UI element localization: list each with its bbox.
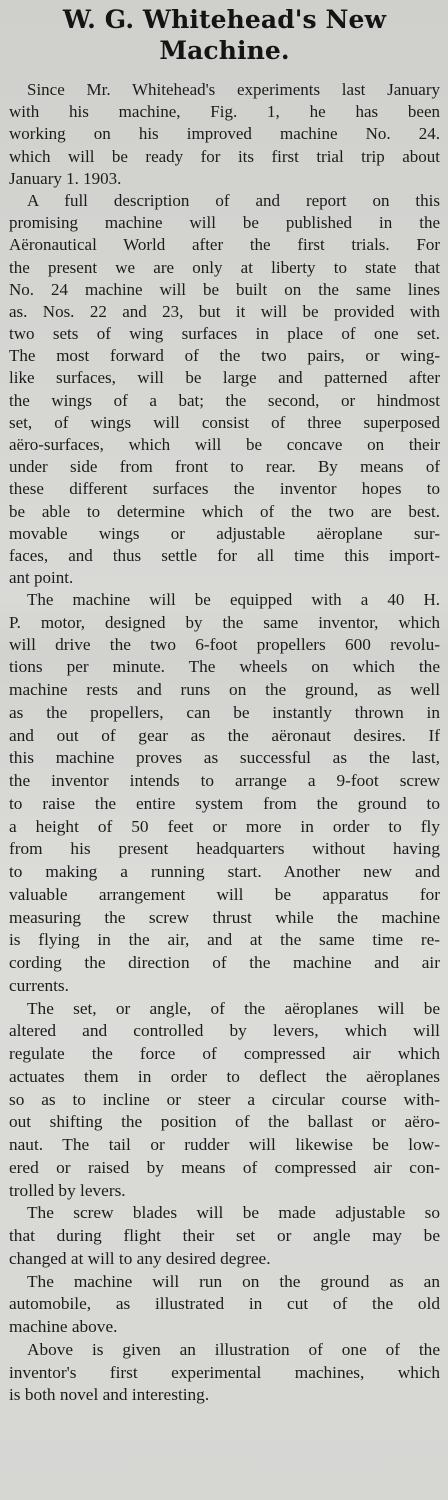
text-line: changed at will to any desired degree. bbox=[9, 1248, 271, 1268]
text-line: set, of wings will consist of three superposed bbox=[9, 412, 440, 432]
text-line: naut. The tail or rudder will likewise be low- bbox=[9, 1135, 440, 1155]
title-line-2: Machine. bbox=[159, 36, 290, 65]
text-line: tions per minute. The wheels on which the bbox=[9, 657, 440, 677]
text-line: this machine proves as successful as the last, bbox=[9, 748, 440, 768]
text-line: The set, or angle, of the aëroplanes will be bbox=[27, 998, 440, 1018]
text-line: the wings of a bat; the second, or hindmost bbox=[9, 390, 440, 410]
paragraph-2 bbox=[9, 190, 440, 589]
text-line: actuates them in order to deflect the aëroplanes bbox=[9, 1066, 440, 1086]
text-line: No. 24 machine will be built on the same lines bbox=[9, 279, 440, 299]
text-line: and out of gear as the aëronaut desires. If bbox=[9, 725, 440, 745]
text-line: as. Nos. 22 and 23, but it will be provided with bbox=[9, 301, 440, 321]
text-line: machine above. bbox=[9, 1317, 118, 1337]
text-line: currents. bbox=[9, 975, 69, 995]
text-line: trolled by levers. bbox=[9, 1180, 126, 1200]
text-line: that during flight their set or angle may be bbox=[9, 1226, 440, 1246]
text-line: under side from front to rear. By means of bbox=[9, 457, 440, 477]
text-line: to raise the entire system from the ground to bbox=[9, 793, 440, 813]
text-line: faces, and thus settle for all time this import- bbox=[9, 545, 440, 565]
text-line: The screw blades will be made adjustable so bbox=[27, 1203, 440, 1223]
text-line: working on his improved machine No. 24. bbox=[9, 124, 440, 144]
text-line: Above is given an illustration of one of the bbox=[27, 1339, 440, 1359]
article-title bbox=[9, 4, 440, 66]
text-line: automobile, as illustrated in cut of the old bbox=[9, 1294, 440, 1314]
text-line: valuable arrangement will be apparatus for bbox=[9, 884, 440, 904]
text-line: regulate the force of compressed air which bbox=[9, 1044, 440, 1064]
text-line: the present we are only at liberty to state that bbox=[9, 257, 440, 277]
text-line: altered and controlled by levers, which will bbox=[9, 1021, 440, 1041]
text-line: machine rests and runs on the ground, as well bbox=[9, 680, 440, 700]
text-line: Since Mr. Whitehead's experiments last January bbox=[27, 80, 440, 99]
text-line: Aëronautical World after the first trials. For bbox=[9, 235, 440, 255]
text-line: A full description of and report on this bbox=[27, 190, 440, 210]
text-line: be able to determine which of the two are best. bbox=[9, 501, 440, 521]
text-line: is flying in the air, and at the same time re- bbox=[9, 930, 440, 950]
text-line: The machine will be equipped with a 40 H. bbox=[27, 590, 440, 610]
paragraph-7 bbox=[9, 1339, 440, 1407]
paragraph-3-start bbox=[9, 589, 440, 633]
text-line: which will be ready for its first trial trip about bbox=[9, 146, 440, 166]
text-line: to making a running start. Another new and bbox=[9, 862, 440, 882]
text-line: the inventor intends to arrange a 9-foot screw bbox=[9, 771, 440, 791]
text-line: like surfaces, will be large and patterned after bbox=[9, 368, 440, 388]
text-line: from his present headquarters without having bbox=[9, 839, 440, 859]
text-line: cording the direction of the machine and air bbox=[9, 953, 440, 973]
text-line: as the propellers, can be instantly thrown in bbox=[9, 702, 440, 722]
paragraph-6 bbox=[9, 1271, 440, 1339]
text-line: P. motor, designed by the same inventor, which bbox=[9, 612, 440, 632]
text-line: ered or raised by means of compressed air con- bbox=[9, 1157, 440, 1177]
paragraph-5 bbox=[9, 1202, 440, 1270]
article-body-lower bbox=[9, 634, 440, 1408]
text-line: The most forward of the two pairs, or wing- bbox=[9, 346, 440, 366]
text-line: will drive the two 6-foot propellers 600 revolu- bbox=[9, 634, 440, 654]
text-line: The machine will run on the ground as an bbox=[27, 1271, 440, 1291]
title-line-1: W. G. Whitehead's New bbox=[62, 5, 387, 34]
text-line: inventor's first experimental machines, which bbox=[9, 1362, 440, 1382]
text-line: movable wings or adjustable aëroplane sur- bbox=[9, 523, 440, 543]
article-body-upper bbox=[9, 79, 440, 634]
text-line: aëro-surfaces, which will be concave on their bbox=[9, 435, 440, 454]
paragraph-3-cont bbox=[9, 634, 440, 998]
text-line: ant point. bbox=[9, 568, 74, 588]
text-line: January 1. 1903. bbox=[9, 168, 122, 188]
text-line: measuring the screw thrust while the machine bbox=[9, 907, 440, 927]
text-line: out shifting the position of the ballast or aëro- bbox=[9, 1112, 440, 1132]
text-line: promising machine will be published in the bbox=[9, 213, 440, 233]
paragraph-4 bbox=[9, 998, 440, 1203]
text-line: is both novel and interesting. bbox=[9, 1385, 210, 1405]
text-line: a height of 50 feet or more in order to fly bbox=[9, 816, 440, 836]
text-line: with his machine, Fig. 1, he has been bbox=[9, 102, 440, 122]
paragraph-1 bbox=[9, 79, 440, 190]
text-line: two sets of wing surfaces in place of one set. bbox=[9, 324, 440, 344]
text-line: so as to incline or steer a circular course with- bbox=[9, 1089, 440, 1109]
text-line: these different surfaces the inventor hopes to bbox=[9, 479, 440, 499]
